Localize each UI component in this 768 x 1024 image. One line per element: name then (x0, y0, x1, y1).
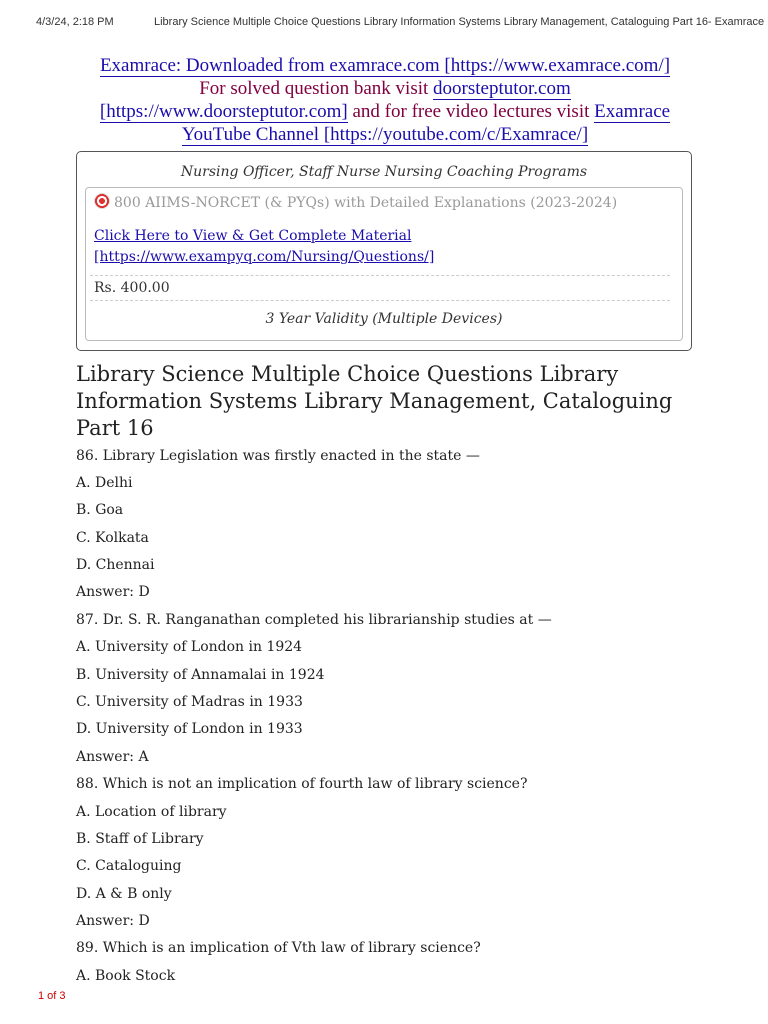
option-line: D. University of London in 1933 (76, 721, 303, 737)
banner-text-2: and for free video lectures visit (347, 101, 595, 122)
answer-line: Answer: D (76, 584, 150, 600)
page-total: 3 (59, 990, 66, 1002)
option-line: C. University of Madras in 1933 (76, 694, 303, 710)
option-line: D. A & B only (76, 886, 172, 902)
promo-card (76, 151, 692, 351)
page-number: 1 (38, 990, 45, 1002)
print-datetime: 4/3/24, 2:18 PM (36, 16, 114, 28)
question-86: 86. Library Legislation was firstly enacted in the state — (76, 448, 480, 464)
option-line: A. University of London in 1924 (76, 639, 303, 655)
option-line: A. Delhi (76, 475, 133, 491)
page-sep: of (44, 990, 60, 1002)
divider (90, 275, 670, 276)
option-line: D. Chennai (76, 557, 155, 573)
product-name: 800 AIIMS-NORCET (& PYQs) with Detailed Explanations (2023-2024) (114, 195, 618, 211)
source-banner (76, 54, 694, 146)
product-line (94, 193, 617, 211)
question-89: 89. Which is an implication of Vth law of library science? (76, 940, 481, 956)
doorsteptutor-url-link[interactable]: [https://www.doorsteptutor.com] (99, 101, 348, 122)
option-line: A. Book Stock (76, 968, 176, 984)
answer-line: Answer: D (76, 913, 150, 929)
question-88: 88. Which is not an implication of fourth law of library science? (76, 776, 528, 792)
option-line: B. Goa (76, 502, 124, 518)
page-counter (38, 990, 66, 1002)
product-price: Rs. 400.00 (94, 280, 170, 296)
examrace-youtube-link-1[interactable]: Examrace (594, 101, 671, 122)
option-line: C. Kolkata (76, 530, 149, 546)
examrace-link[interactable]: Examrace: Downloaded from examrace.com [https://www.examrace.com/] (99, 55, 671, 76)
option-line: C. Cataloguing (76, 858, 182, 874)
print-doc-title: Library Science Multiple Choice Questions Library Information Systems Library Management, Cataloguing Part 16- Examrace (154, 16, 765, 28)
divider (90, 300, 670, 301)
promo-heading: Nursing Officer, Staff Nurse Nursing Coaching Programs (180, 164, 588, 180)
option-line: B. Staff of Library (76, 831, 204, 847)
banner-text-1: For solved question bank visit (199, 78, 434, 99)
material-link-text[interactable]: Click Here to View & Get Complete Material (94, 228, 412, 244)
examrace-youtube-link-2[interactable]: YouTube Channel [https://youtube.com/c/Examrace/] (181, 124, 589, 145)
doorsteptutor-link[interactable]: doorsteptutor.com (433, 78, 571, 99)
target-icon (94, 193, 110, 209)
validity-note: 3 Year Validity (Multiple Devices) (265, 311, 503, 327)
option-line: A. Location of library (76, 804, 227, 820)
answer-line: Answer: A (76, 749, 149, 765)
page-title: Library Science Multiple Choice Questions Library Information Systems Library Management, Cataloguing Part 16 (76, 362, 673, 440)
option-line: B. University of Annamalai in 1924 (76, 667, 325, 683)
question-87: 87. Dr. S. R. Ranganathan completed his librarianship studies at — (76, 612, 552, 628)
material-link-url[interactable]: [https://www.exampyq.com/Nursing/Questions/] (94, 249, 435, 265)
product-box (85, 187, 683, 341)
material-link[interactable] (94, 226, 434, 268)
